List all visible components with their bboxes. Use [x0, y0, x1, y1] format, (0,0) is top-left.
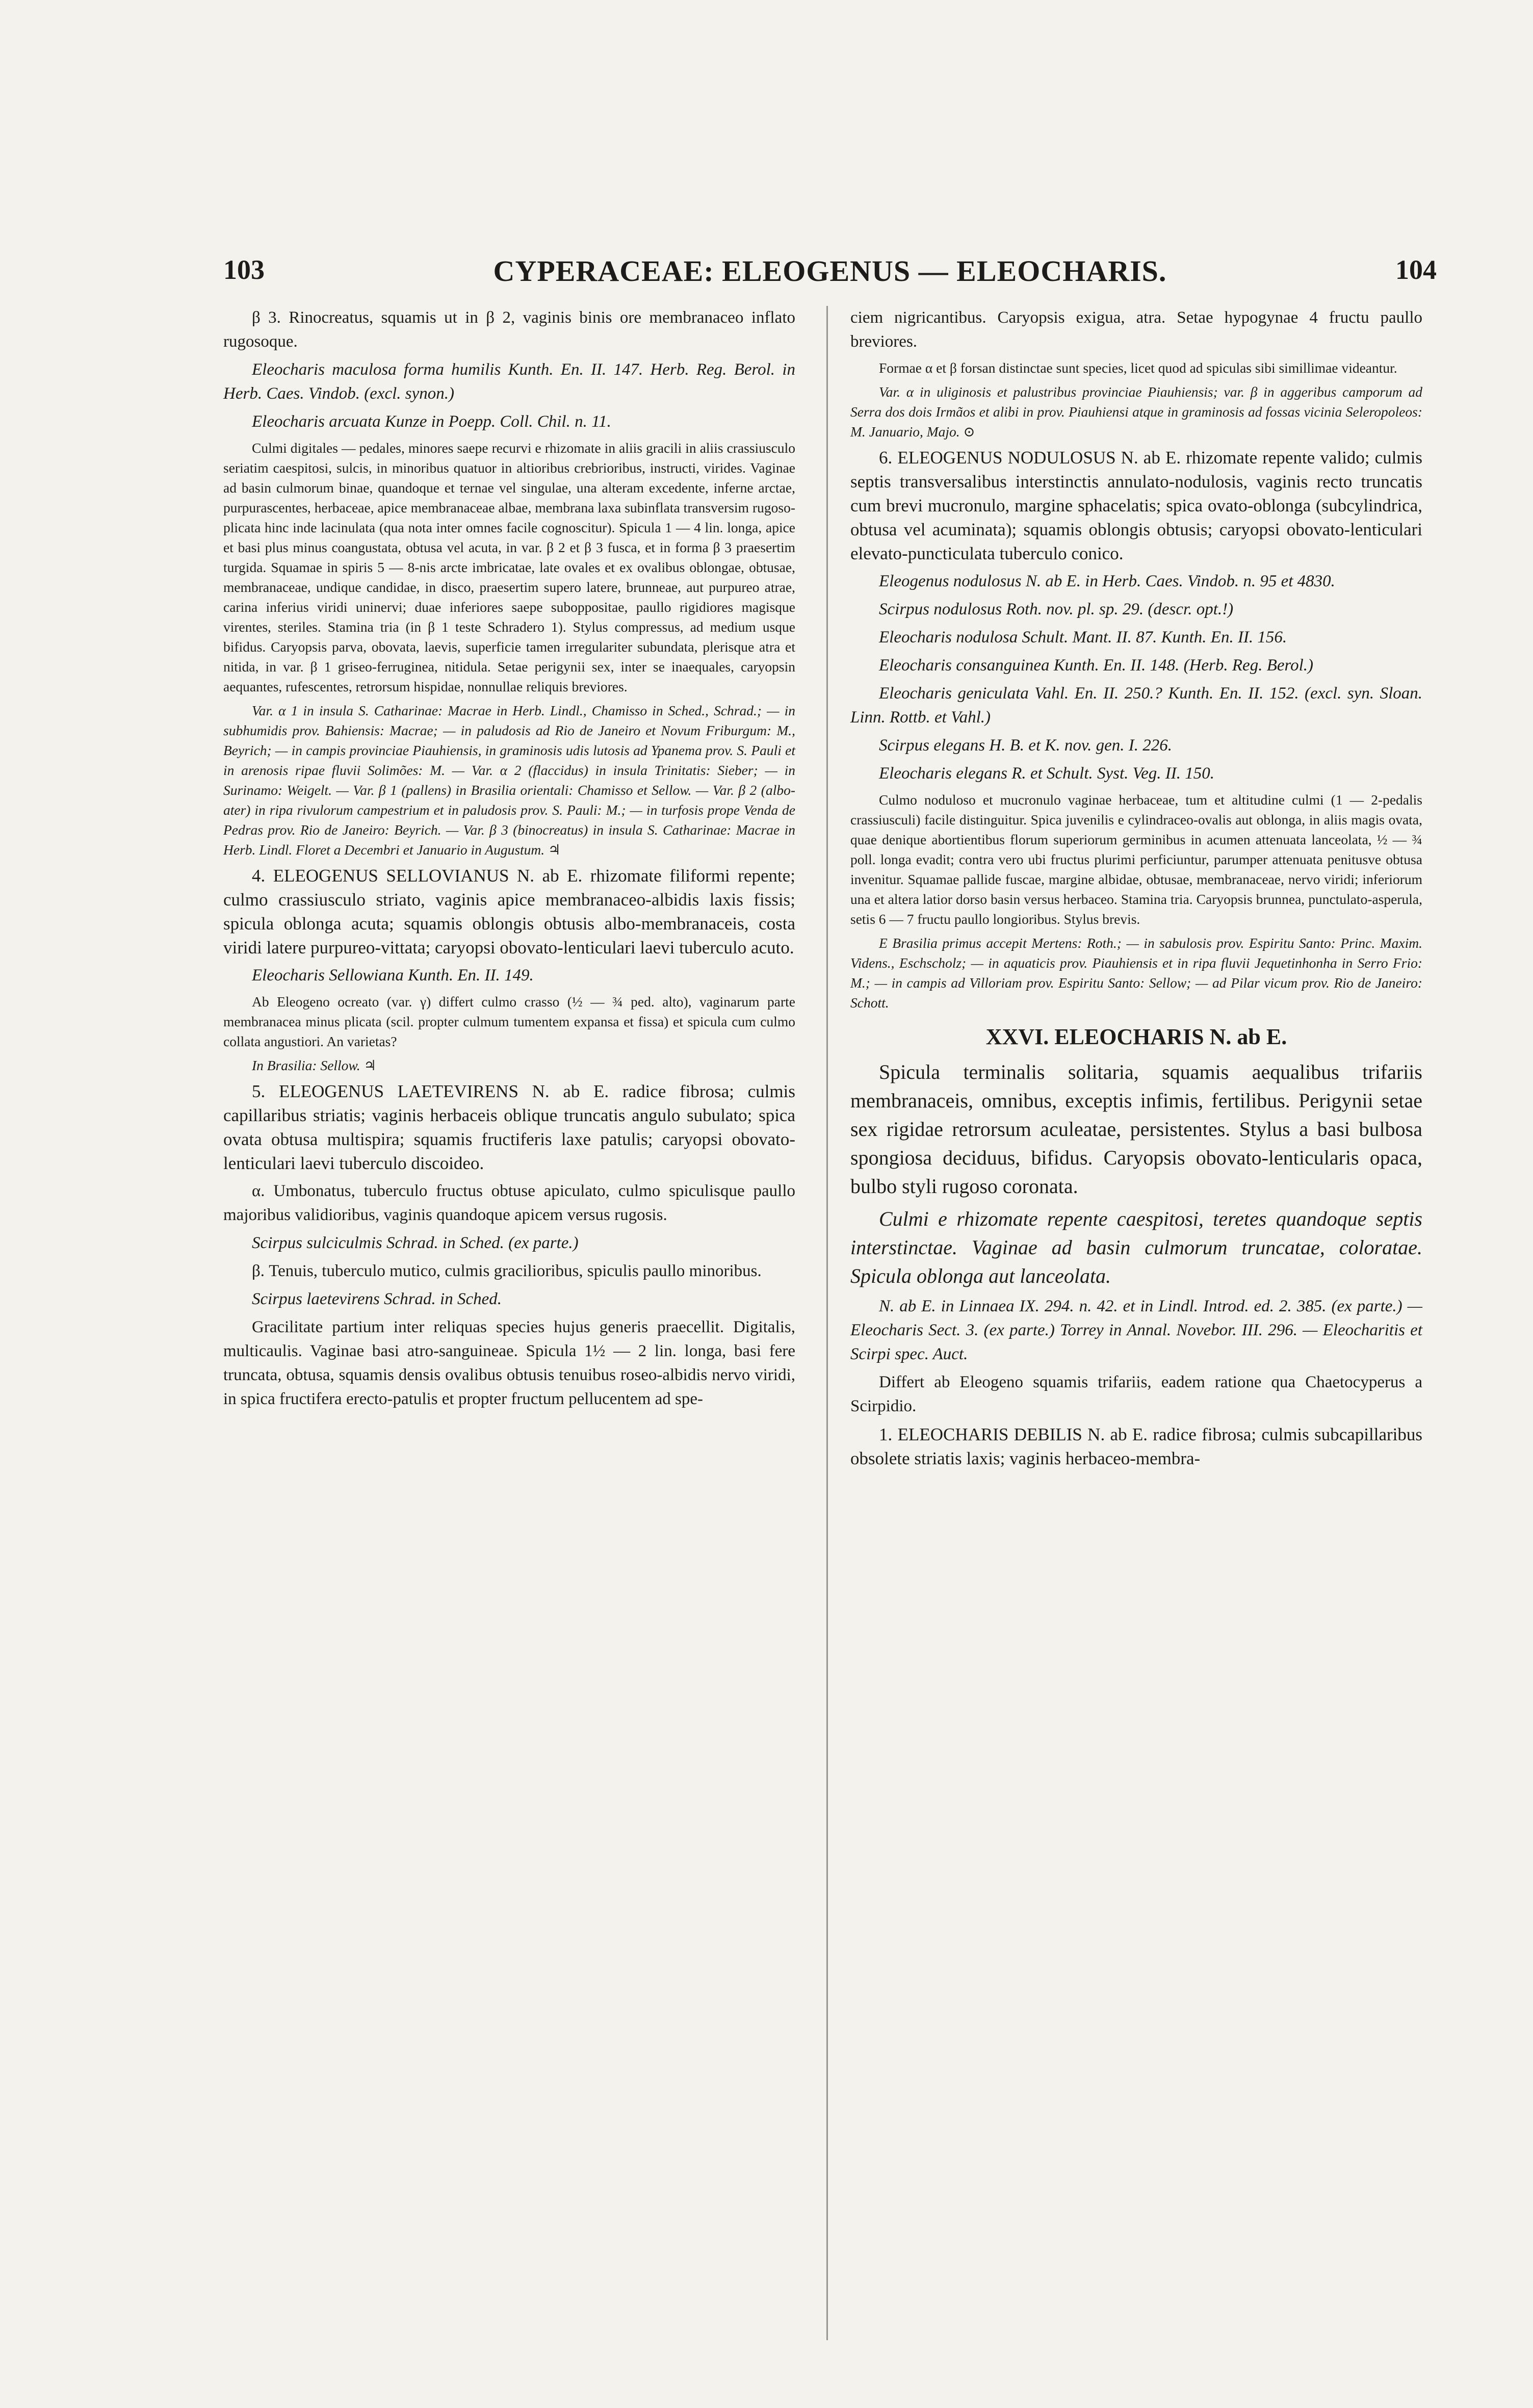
right-paragraph-8: Eleocharis geniculata Vahl. En. II. 250.? Kunth. En. II. 152. (excl. syn. Sloan. Linn. Rottb. et Vahl.) [850, 684, 1422, 727]
left-paragraph-10: α. Umbonatus, tuberculo fructus obtuse apiculato, culmo spiculisque paullo majoribus validioribus, vaginis quandoque apicem versus rugosis. [223, 1182, 795, 1224]
left-paragraph-6: Eleocharis Sellowiana Kunth. En. II. 149. [252, 966, 534, 985]
right-paragraph-4: Eleogenus nodulosus N. ab E. in Herb. Caes. Vindob. n. 95 et 4830. [879, 572, 1335, 590]
left-paragraph-11: Scirpus sulciculmis Schrad. in Sched. (ex parte.) [252, 1234, 579, 1252]
right-paragraph-11: Culmo noduloso et mucronulo vaginae herbaceae, tum et altitudine culmi (1 — 2-pedalis crassiusculi) facile distinguitur. Spica juvenilis e cylindraceo-ovalis aut oblonga, in aliis magis ovata, quae denique abortientibus florum superiorum germinibus in acumen attenuata lanceolata, ½ — ¾ poll. longa evadit; contra vero ubi fructus plurimi perficiuntur, parumper attenuata penitusve obtusa invenitur. Squamae pallide fuscae, margine albidae, obtusae, membranaceae, nervo viridi; inferiorum una et altera latior dorso basin versus herbaceo. Stamina tria. Caryopsis brunnea, punctulato-asperula, setis 6 — 7 fructu paullo longioribus. Stylus brevis. [850, 792, 1422, 927]
column-divider [826, 306, 828, 2340]
right-paragraph-5: Scirpus nodulosus Roth. nov. pl. sp. 29. (descr. opt.!) [879, 600, 1234, 618]
left-paragraph-1: Eleocharis maculosa forma humilis Kunth. En. II. 147. Herb. Reg. Berol. in Herb. Caes. Vindob. (excl. synon.) [223, 360, 795, 403]
left-paragraph-3: Culmi digitales — pedales, minores saepe recurvi e rhizomate in aliis gracili in aliis crassiusculo seriatim caespitosi, sulcis, in minoribus quatuor in altioribus crebrioribus, instructi, virides. Vaginae ad basin culmorum binae, quandoque et ternae vel singulae, una alteram excedente, inferne arctae, purpurascentes, herbaceae, apice membranaceae albae, membrana laxa subinflata transversim rugoso-plicata hinc inde lacinulata (qua nota inter omnes facile cognoscitur). Spicula 1 — 4 lin. longa, apice et basi plus minus coangustata, obtusa vel acuta, in var. β 2 et β 3 fusca, et in forma β 3 praesertim turgida. Squamae in spiris 5 — 8-nis arcte imbricatae, late ovales et ex ovalibus oblongae, obtusae, membranaceae, undique candidae, in disco, praesertim supero latere, brunneae, aut purpureo atrae, carina inferius viridi uninervi; duae inferiores saepe suboppositae, paullo rigidiores magisque virentes, steriles. Stamina tria (in β 1 teste Schradero 1). Stylus compressus, ad medium usque bifidus. Caryopsis parva, obovata, laevis, superficie tamen irregulariter subundata, plerisque atra et nitida, in var. β 1 griseo-ferruginea, nitidula. Setae perigynii sex, inter se inaequales, caryopsin aequantes, rufescentes, retrorsum hispidae, nonnullae reliquis breviores. [223, 440, 795, 694]
left-paragraph-0: β 3. Rinocreatus, squamis ut in β 2, vaginis binis ore membranaceo inflato rugosoque. [223, 308, 795, 351]
right-paragraph-12: E Brasilia primus accepit Mertens: Roth.; — in sabulosis prov. Espiritu Santo: Princ. Maxim. Videns., Eschscholz; — in aquaticis prov. Piauhiensis et in ripa fluvii Jequetinhonha in Serro Frio: M.; — in campis ad Villoriam prov. Espiritu Santo: Sellow; — ad Pilar vicum prov. Rio de Janeiro: Schott. [850, 935, 1422, 1011]
left-paragraph-8: In Brasilia: Sellow. ♃ [252, 1057, 377, 1073]
right-paragraph-17: Differt ab Eleogeno squamis trifariis, eadem ratione qua Chaetocyperus a Scirpidio. [850, 1373, 1422, 1415]
right-paragraph-13: XXVI. ELEOCHARIS N. ab E. [985, 1024, 1287, 1049]
left-paragraph-9: 5. ELEOGENUS LAETEVIRENS N. ab E. radice fibrosa; culmis capillaribus striatis; vaginis herbaceis oblique truncatis angulo subulato; spica ovata obtusa multispira; squamis fructiferis laxe patulis; caryopsi obovato-lenticulari laevi tuberculo discoideo. [223, 1081, 795, 1173]
left-paragraph-14: Gracilitate partium inter reliquas species hujus generis praecellit. Digitalis, multicaulis. Vaginae basi atro-sanguineae. Spicula 1½ — 2 lin. longa, basi fere truncata, obtusa, squamis densis ovalibus obtusis tenuibus roseo-albidis nervo viridi, in spica fructifera erecto-patulis et propter fructum pellucentem ad spe- [223, 1318, 795, 1408]
left-paragraph-13: Scirpus laetevirens Schrad. in Sched. [252, 1290, 502, 1308]
right-paragraph-2: Var. α in uliginosis et palustribus provinciae Piauhiensis; var. β in aggeribus camporum ad Serra dos dois Irmãos et alibi in prov. Piauhiensi atque in graminosis ad fossas vicinia Seleropoleos: M. Januario, Majo. ⊙ [850, 384, 1422, 439]
right-paragraph-3: 6. ELEOGENUS NODULOSUS N. ab E. rhizomate repente valido; culmis septis transversalibus interstinctis annulato-nodulosis, vaginis recto truncatis cum brevi mucronulo, margine sphacelatis; spica ovato-oblonga (subcylindrica, obtusa vel acuminata); squamis oblongis obtusis; caryopsi obovato-lenticulari elevato-puncticulata tuberculo conico. [850, 448, 1422, 563]
right-paragraph-1: Formae α et β forsan distinctae sunt species, licet quod ad spiculas sibi simillimae videantur. [879, 360, 1397, 376]
right-paragraph-6: Eleocharis nodulosa Schult. Mant. II. 87. Kunth. En. II. 156. [879, 628, 1287, 646]
right-column [850, 306, 1422, 1474]
left-paragraph-5: 4. ELEOGENUS SELLOVIANUS N. ab E. rhizomate filiformi repente; culmo crassiusculo striato, vaginis apice membranaceo-albidis laxis fissis; spicula oblonga acuta; squamis oblongis obtusis albo-membranaceis, costa viridi latere purpureo-vittata; caryopsi obovato-lenticulari laevi tuberculo acuto. [223, 866, 795, 957]
right-paragraph-15: Culmi e rhizomate repente caespitosi, teretes quandoque septis interstinctae. Vaginae ad basin culmorum truncatae, coloratae. Spicula oblonga aut lanceolata. [850, 1207, 1422, 1287]
right-paragraph-16: N. ab E. in Linnaea IX. 294. n. 42. et in Lindl. Introd. ed. 2. 385. (ex parte.) — Eleocharis Sect. 3. (ex parte.) Torrey in Annal. Novebor. III. 296. — Eleocharitis et Scirpi spec. Auct. [850, 1297, 1422, 1363]
right-paragraph-10: Eleocharis elegans R. et Schult. Syst. Veg. II. 150. [879, 764, 1215, 783]
right-paragraph-14: Spicula terminalis solitaria, squamis aequalibus trifariis membranaceis, omnibus, exceptis infimis, fertilibus. Perigynii setae sex rigidae retrorsum aculeatae, persistentes. Stylus a basi bulbosa spongiosa deciduus, bifidus. Caryopsis obovato-lenticularis opaca, bulbo styli rugoso coronata. [850, 1060, 1422, 1198]
page-number-right: 104 [1395, 254, 1437, 285]
left-paragraph-7: Ab Eleogeno ocreato (var. γ) differt culmo crasso (½ — ¾ ped. alto), vaginarum parte membranacea minus plicata (scil. propter culmum tumentem expansa et fissa) et spicula cum culmo collata angustiori. An varietas? [223, 994, 795, 1049]
right-paragraph-18: 1. ELEOCHARIS DEBILIS N. ab E. radice fibrosa; culmis subcapillaribus obsolete striatis laxis; vaginis herbaceo-membra- [850, 1425, 1422, 1468]
running-header [223, 254, 1437, 295]
running-title: CYPERACEAE: ELEOGENUS — ELEOCHARIS. [493, 254, 1167, 288]
left-paragraph-4: Var. α 1 in insula S. Catharinae: Macrae in Herb. Lindl., Chamisso in Sched., Schrad.; — in subhumidis prov. Bahiensis: Macrae; — in paludosis ad Rio de Janeiro et Novum Friburgum: M., Beyrich; — in campis provinciae Piauhiensis, in graminosis udis lutosis ad Ypanema prov. S. Pauli et in arenosis ripae fluvii Solimões: M. — Var. α 2 (flaccidus) in insula Trinitatis: Sieber; — in Surinamo: Weigelt. — Var. β 1 (pallens) in Brasilia orientali: Chamisso et Sellow. — Var. β 2 (albo-ater) in ripa rivulorum campestrium et in paludosis prov. S. Pauli: M.; — in turfosis prope Venda de Pedras prov. Rio de Janeiro: Beyrich. — Var. β 3 (binocreatus) in insula S. Catharinae: Macrae in Herb. Lindl. Floret a Decembri et Januario in Augustum. ♃ [223, 703, 795, 858]
right-paragraph-7: Eleocharis consanguinea Kunth. En. II. 148. (Herb. Reg. Berol.) [879, 656, 1314, 675]
left-paragraph-12: β. Tenuis, tuberculo mutico, culmis gracilioribus, spiculis paullo minoribus. [252, 1262, 762, 1280]
page-number-left: 103 [223, 254, 265, 285]
left-column [223, 306, 795, 1415]
left-paragraph-2: Eleocharis arcuata Kunze in Poepp. Coll. Chil. n. 11. [252, 412, 611, 431]
right-paragraph-9: Scirpus elegans H. B. et K. nov. gen. I. 226. [879, 736, 1172, 755]
right-paragraph-0: ciem nigricantibus. Caryopsis exigua, atra. Setae hypogynae 4 fructu paullo breviores. [850, 308, 1422, 351]
